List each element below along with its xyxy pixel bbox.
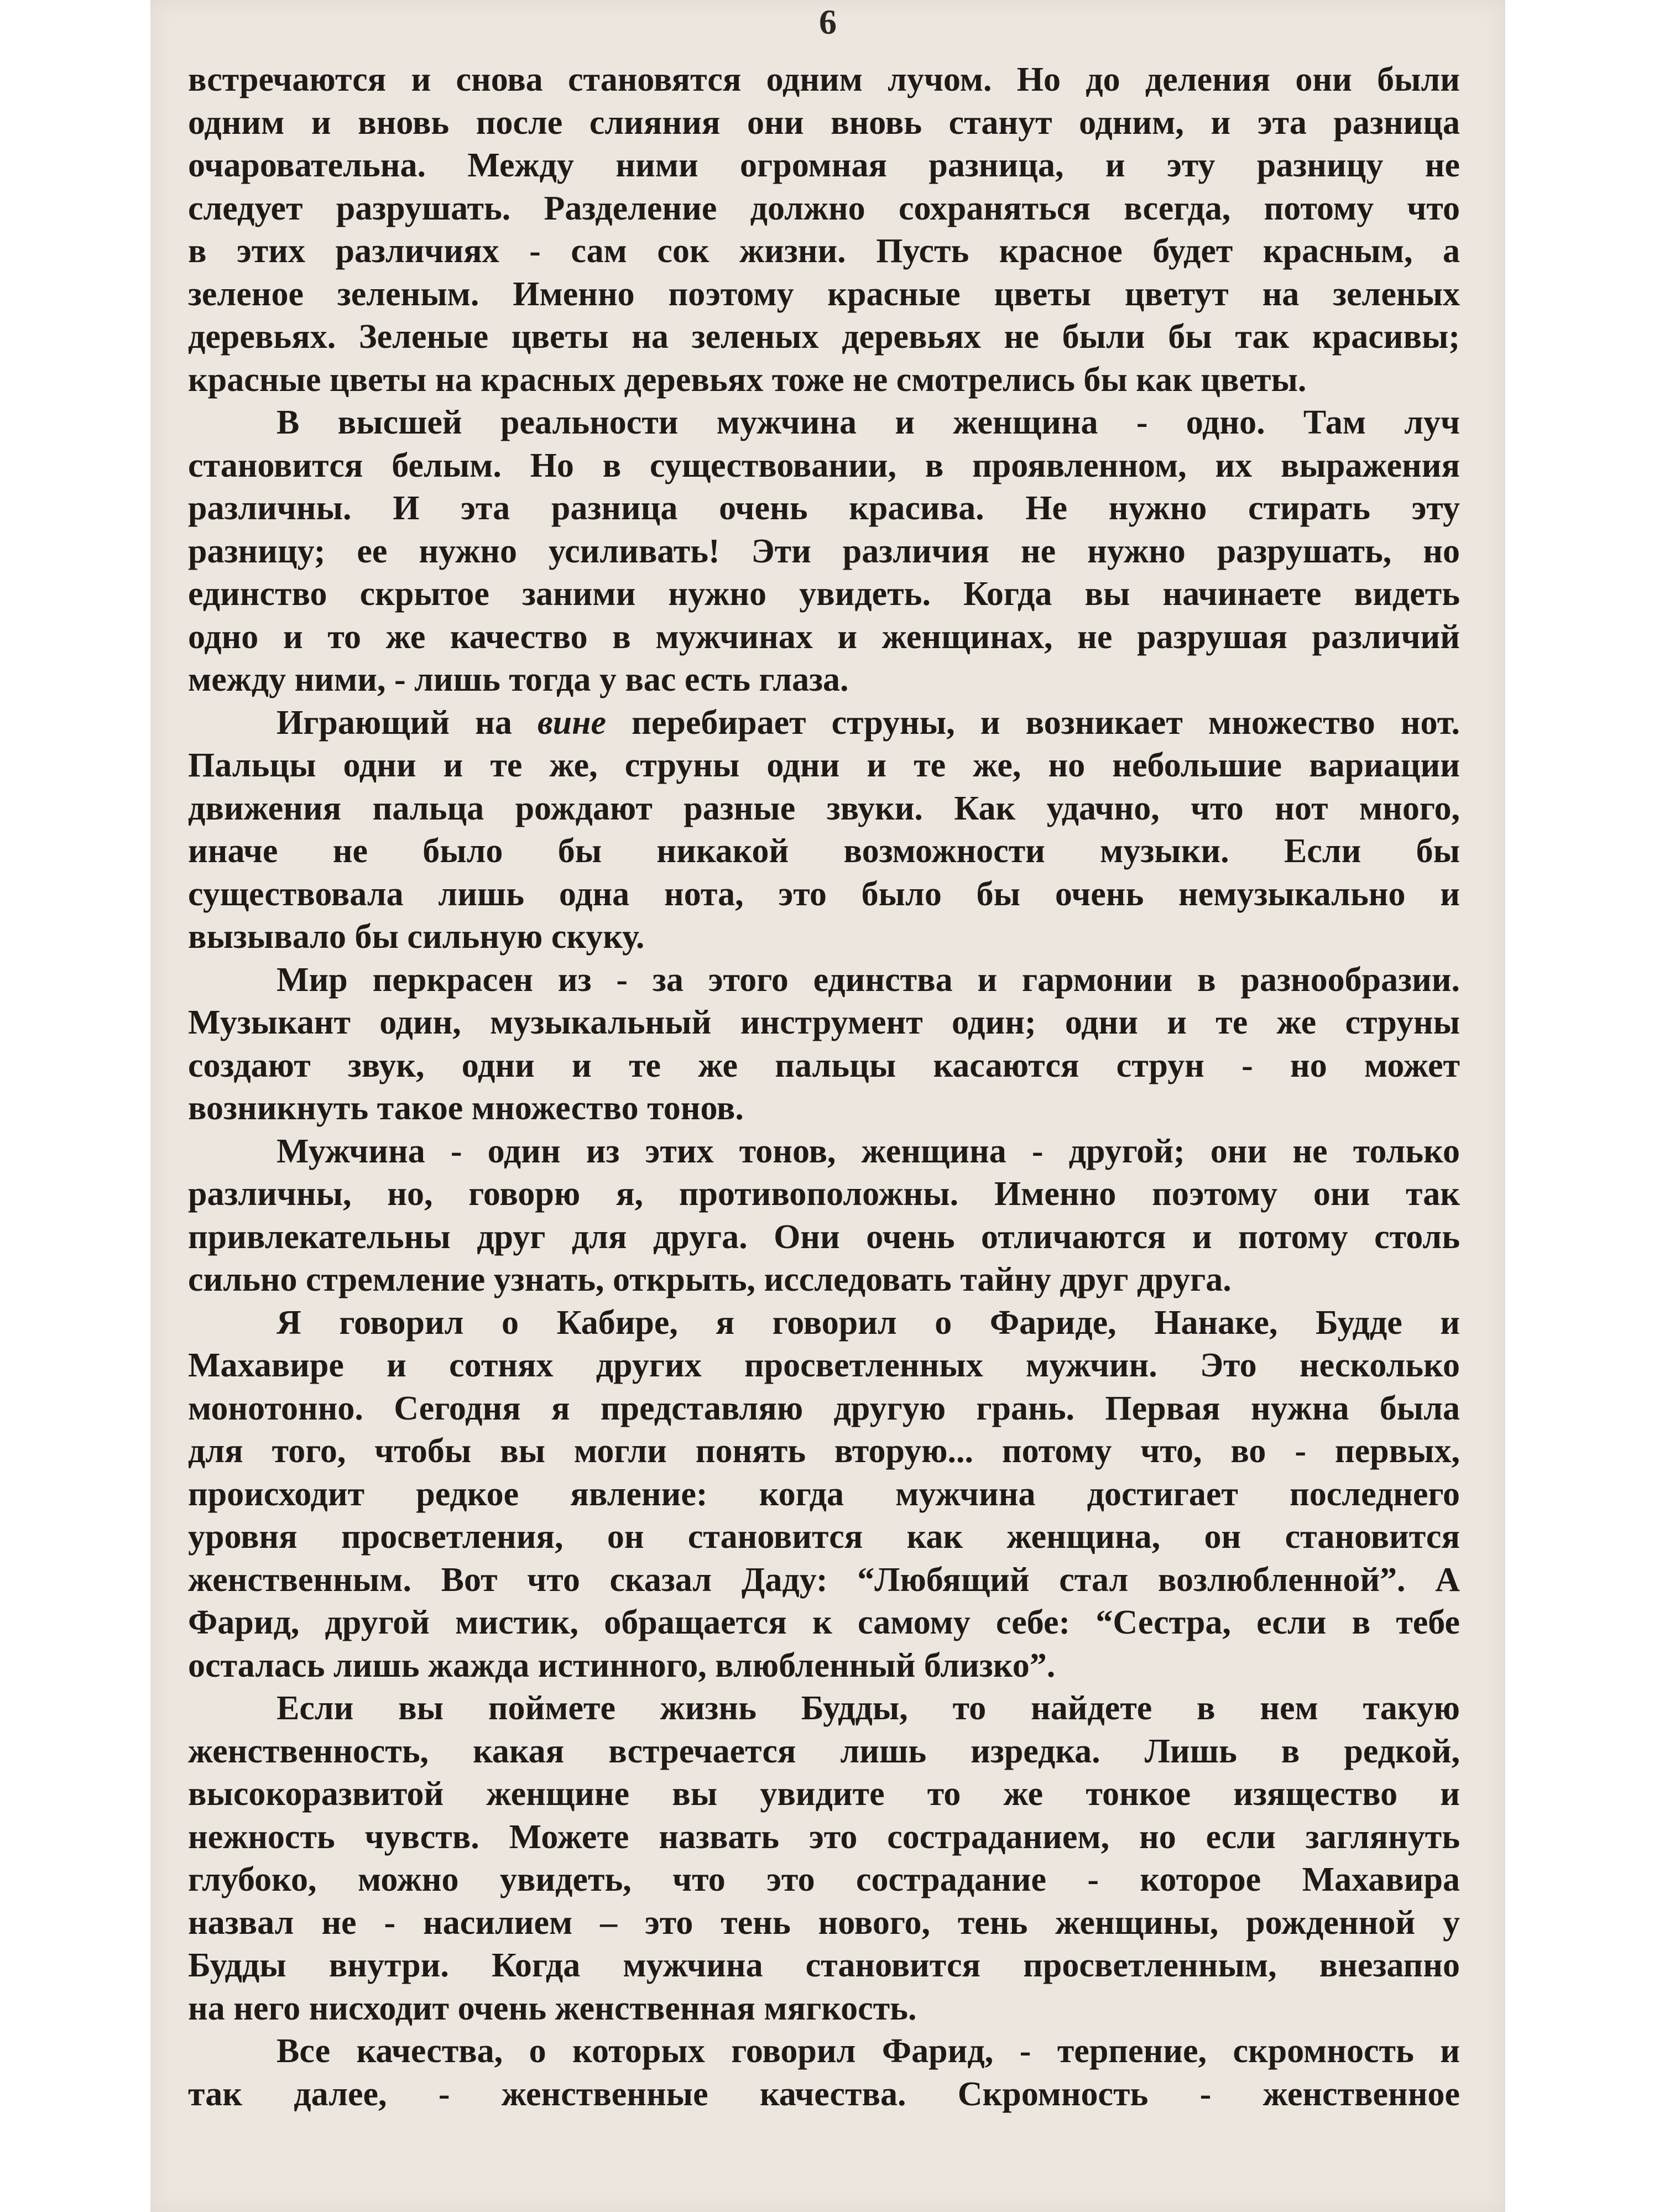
text-line: осталась лишь жажда истинного, влюбленный близко”. bbox=[188, 1646, 1056, 1684]
text-line: Если вы поймете жизнь Будды, то найдете в нем такую bbox=[276, 1689, 1460, 1727]
text-line: различны. И эта разница очень красива. Не нужно стирать эту bbox=[188, 489, 1460, 527]
paragraph-7 bbox=[188, 1687, 1460, 2030]
text-line: Фарид, другой мистик, обращается к самому себе: “Сестра, если в тебе bbox=[188, 1604, 1460, 1641]
text-line: для того, чтобы вы могли понять вторую... потому что, во - первых, bbox=[188, 1432, 1460, 1470]
page-body-text bbox=[188, 59, 1460, 2116]
text-line: очаровательна. Между ними огромная разница, и эту разницу не bbox=[188, 147, 1460, 184]
text-line: Музыкант один, музыкальный инструмент один; одни и те же струны bbox=[188, 1004, 1460, 1041]
text-line: уровня просветления, он становится как женщина, он становится bbox=[188, 1518, 1460, 1556]
text-line: женственность, какая встречается лишь изредка. Лишь в редкой, bbox=[188, 1732, 1460, 1770]
text-line: существовала лишь одна нота, это было бы очень немузыкально и bbox=[188, 875, 1460, 913]
page-number: 6 bbox=[819, 2, 837, 41]
text-line: сильно стремление узнать, открыть, исследовать тайну друг друга. bbox=[188, 1261, 1232, 1298]
paragraph-2 bbox=[188, 401, 1460, 702]
text-line: Будды внутри. Когда мужчина становится просветленным, внезапно bbox=[188, 1947, 1460, 1984]
text-line: следует разрушать. Разделение должно сохраняться всегда, потому что bbox=[188, 189, 1460, 227]
text-line: красные цветы на красных деревьях тоже не смотрелись бы как цветы. bbox=[188, 361, 1307, 399]
text-line: привлекательны друг для друга. Они очень отличаются и потому столь bbox=[188, 1218, 1460, 1256]
text-line: высокоразвитой женщине вы увидите то же тонкое изящество и bbox=[188, 1775, 1460, 1813]
text-line: происходит редкое явление: когда мужчина достигает последнего bbox=[188, 1475, 1460, 1513]
text-line: Я говорил о Кабире, я говорил о Фариде, Нанаке, Будде и bbox=[276, 1303, 1460, 1342]
text-line: одно и то же качество в мужчинах и женщинах, не разрушая различий bbox=[188, 618, 1460, 656]
paragraph-6 bbox=[188, 1302, 1460, 1688]
text-line: Махавире и сотнях других просветленных мужчин. Это несколько bbox=[188, 1347, 1460, 1384]
text-fragment: перебирает струны, и возникает множество нот. bbox=[632, 703, 1460, 742]
text-line: Пальцы одни и те же, струны одни и те же, но небольшие вариации bbox=[188, 747, 1460, 784]
text-line: между ними, - лишь тогда у вас есть глаза. bbox=[188, 661, 849, 698]
paragraph-5 bbox=[188, 1130, 1460, 1302]
text-line: разницу; ее нужно усиливать! Эти различия не нужно разрушать, но bbox=[188, 532, 1460, 570]
text-line: Все качества, о которых говорил Фарид, - терпение, скромность и bbox=[276, 2032, 1460, 2070]
text-line: в этих различиях - сам сок жизни. Пусть красное будет красным, а bbox=[188, 232, 1460, 270]
text-line: женственным. Вот что сказал Даду: “Любящий стал возлюбленной”. А bbox=[188, 1561, 1460, 1599]
text-line: возникнуть такое множество тонов. bbox=[188, 1089, 744, 1127]
paragraph-4 bbox=[188, 959, 1460, 1130]
text-line: деревьях. Зеленые цветы на зеленых деревьях не были бы так красивы; bbox=[188, 318, 1460, 356]
italic-term: вине bbox=[537, 703, 607, 742]
text-line: монотонно. Сегодня я представляю другую грань. Первая нужна была bbox=[188, 1389, 1460, 1427]
text-line: создают звук, одни и те же пальцы касаются струн - но может bbox=[188, 1046, 1460, 1084]
text-line: единство скрытое заними нужно увидеть. Когда вы начинаете видеть bbox=[188, 575, 1460, 613]
text-line: Мир перкрасен из - за этого единства и гармонии в разнообразии. bbox=[276, 961, 1460, 999]
text-line bbox=[188, 702, 1460, 745]
text-line: встречаются и снова становятся одним лучом. Но до деления они были bbox=[188, 61, 1460, 98]
text-line: Мужчина - один из этих тонов, женщина - другой; они не только bbox=[276, 1132, 1460, 1170]
text-line: одним и вновь после слияния они вновь станут одним, и эта разница bbox=[188, 103, 1460, 142]
text-line: В высшей реальности мужчина и женщина - одно. Там луч bbox=[276, 404, 1460, 441]
text-line: на него нисходит очень женственная мягкость. bbox=[188, 1989, 917, 2027]
text-line: так далее, - женственные качества. Скромность - женственное bbox=[188, 2075, 1460, 2113]
text-line: зеленое зеленым. Именно поэтому красные цветы цветут на зеленых bbox=[188, 275, 1460, 313]
text-line: назвал не - насилием – это тень нового, тень женщины, рожденной у bbox=[188, 1903, 1460, 1942]
paragraph-1 bbox=[188, 59, 1460, 401]
text-line: различны, но, говорю я, противоположны. Именно поэтому они так bbox=[188, 1175, 1460, 1213]
text-fragment: Играющий на bbox=[276, 703, 512, 742]
paragraph-8 bbox=[188, 2030, 1460, 2116]
text-line: глубоко, можно увидеть, что это сострадание - которое Махавира bbox=[188, 1861, 1460, 1898]
text-line: нежность чувств. Можете назвать это состраданием, но если заглянуть bbox=[188, 1818, 1460, 1856]
text-line: становится белым. Но в существовании, в проявленном, их выражения bbox=[188, 446, 1460, 484]
text-line: иначе не было бы никакой возможности музыки. Если бы bbox=[188, 832, 1460, 870]
text-line: вызывало бы сильную скуку. bbox=[188, 918, 645, 956]
text-line: движения пальца рождают разные звуки. Как удачно, что нот много, bbox=[188, 789, 1460, 827]
paragraph-3 bbox=[188, 702, 1460, 959]
scanned-book-page bbox=[150, 0, 1505, 2212]
